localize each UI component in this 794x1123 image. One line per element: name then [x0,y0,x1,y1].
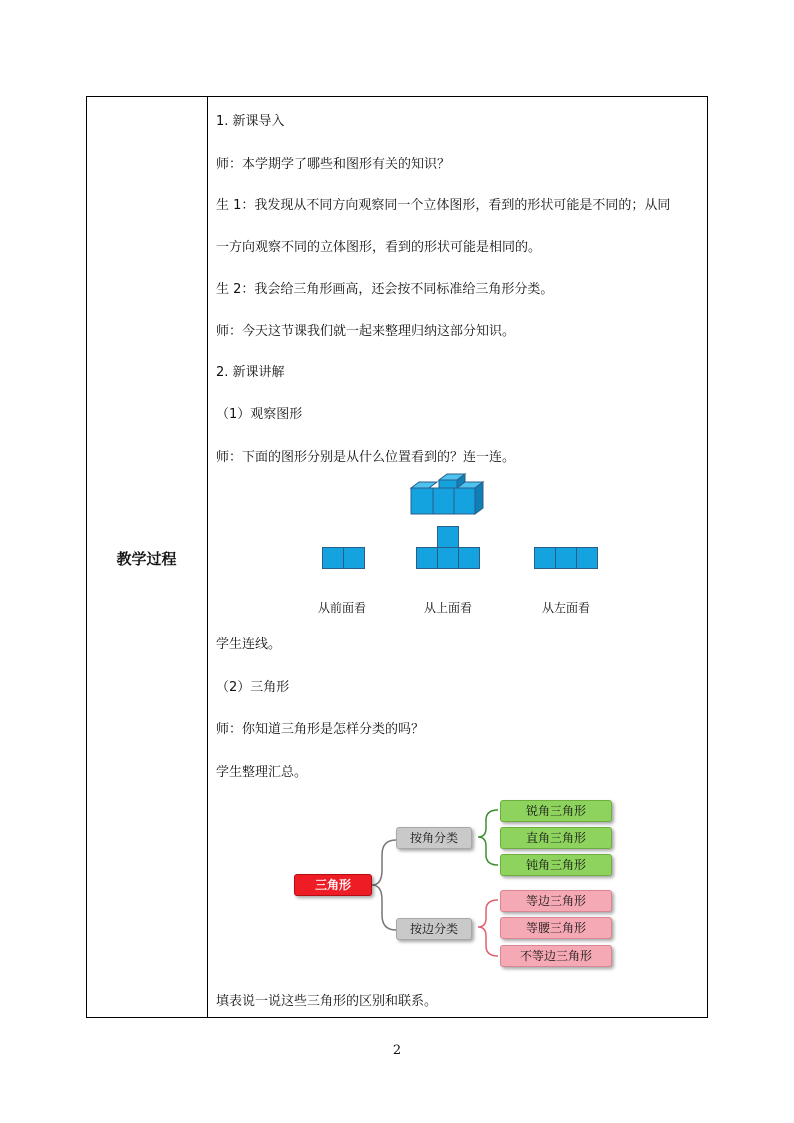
classification-brackets [360,800,510,970]
front-view-square [343,547,365,569]
teacher-line-3: 师：下面的图形分别是从什么位置看到的？连一连。 [216,450,516,465]
triangle-root-node: 三角形 [294,874,372,896]
obtuse-triangle-node: 钝角三角形 [500,854,612,876]
student-summary-line: 学生整理汇总。 [216,765,308,780]
teacher-line-2: 师：今天这节课我们就一起来整理归纳这部分知识。 [216,324,516,339]
heading-new-lesson-intro: 1. 新课导入 [216,114,285,129]
left-view-square [555,547,577,569]
top-view-square [437,526,459,548]
top-view-square [458,547,480,569]
cube-solid-figure [405,472,490,518]
student-1-line-a: 生 1：我发现从不同方向观察同一个立体图形，看到的形状可能是不同的；从同 [216,198,671,213]
view-label-left: 从左面看 [541,601,590,615]
heading-new-lesson-explain: 2. 新课讲解 [216,365,285,380]
subheading-triangles: （2）三角形 [216,680,290,695]
front-view-square [322,547,344,569]
teacher-line-1: 师：本学期学了哪些和图形有关的知识？ [216,157,451,172]
left-view-square [534,547,556,569]
fill-table-line: 填表说一说这些三角形的区别和联系。 [216,994,438,1009]
top-view-square [416,547,438,569]
page-number: 2 [392,1043,402,1058]
student-2-line: 生 2：我会给三角形画高，还会按不同标准给三角形分类。 [216,282,554,297]
student-1-line-b: 一方向观察不同的立体图形，看到的形状可能是相同的。 [216,240,542,255]
by-side-category: 按边分类 [396,918,472,940]
view-label-front: 从前面看 [317,601,366,615]
isosceles-triangle-node: 等腰三角形 [500,917,612,939]
scalene-triangle-node: 不等边三角形 [500,945,612,967]
view-label-top: 从上面看 [423,601,472,615]
left-view-square [576,547,598,569]
student-connect-line: 学生连线。 [216,637,282,652]
equilateral-triangle-node: 等边三角形 [500,890,612,912]
acute-triangle-node: 锐角三角形 [500,800,612,822]
subheading-observe-figures: （1）观察图形 [216,407,303,422]
teacher-line-4: 师：你知道三角形是怎样分类的吗？ [216,722,425,737]
top-view-square [437,547,459,569]
by-angle-category: 按角分类 [396,827,472,849]
column-divider [207,96,208,1018]
section-label: 教学过程 [116,550,177,568]
right-triangle-node: 直角三角形 [500,827,612,849]
